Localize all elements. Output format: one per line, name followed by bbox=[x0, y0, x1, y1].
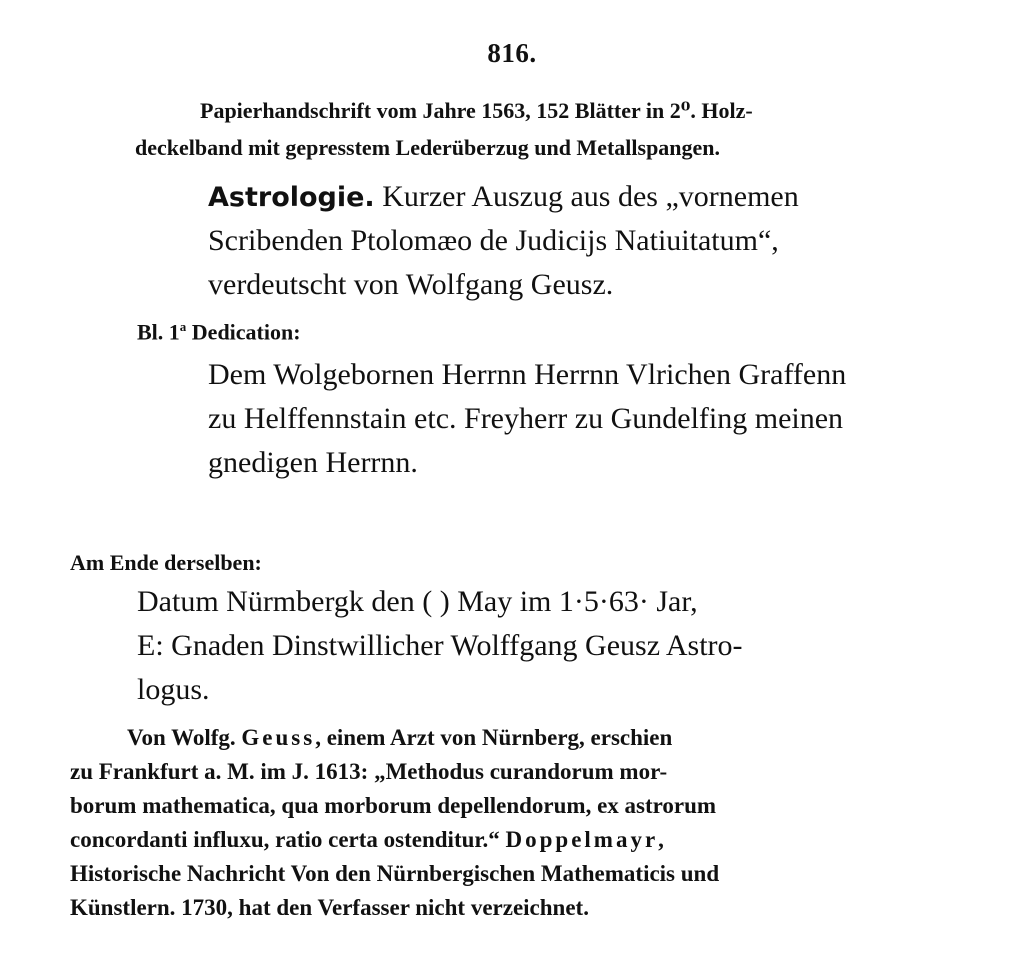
note-line-1 bbox=[127, 725, 672, 751]
description-line-1: Papierhandschrift vom Jahre 1563, 152 Blätter in 2⁰. Holz- bbox=[200, 98, 753, 123]
dedication-label bbox=[137, 319, 301, 345]
ending-line-1: Datum Nürmbergk den ( ) May im 1·5·63· Jar, bbox=[137, 585, 698, 618]
title-line-2: Scribenden Ptolomæo de Judicijs Natiuitatum“, bbox=[208, 224, 779, 257]
note-line-3: borum mathematica, qua morborum depellendorum, ex astrorum bbox=[70, 793, 717, 818]
dedication-line-2: zu Helffennstain etc. Freyherr zu Gundelfing meinen bbox=[208, 402, 844, 435]
ending-line-2: E: Gnaden Dinstwillicher Wolffgang Geusz Astro- bbox=[137, 629, 743, 662]
note-line-1-a: Von Wolfg. bbox=[127, 725, 242, 750]
ending-line-3: logus. bbox=[137, 673, 210, 706]
title-line-1 bbox=[208, 180, 799, 214]
note-line-1-b: , einem Arzt von Nürnberg, erschien bbox=[315, 725, 673, 750]
ending-label: Am Ende derselben: bbox=[70, 550, 262, 575]
title-line-1-text: Kurzer Auszug aus des „vornemen bbox=[382, 180, 799, 213]
note-author-name: Geuss bbox=[241, 725, 316, 750]
dedication-line-1: Dem Wolgebornen Herrnn Herrnn Vlrichen Graffenn bbox=[208, 358, 847, 391]
note-cited-author: Doppelmayr bbox=[505, 827, 659, 852]
title-line-3: verdeutscht von Wolfgang Geusz. bbox=[208, 268, 614, 301]
dedication-label-sup: a bbox=[179, 319, 187, 334]
dedication-label-suffix: Dedication: bbox=[186, 319, 301, 345]
note-line-4-b: , bbox=[658, 827, 664, 852]
description-line-2: deckelband mit gepresstem Lederüberzug und Metallspangen. bbox=[135, 135, 721, 160]
note-line-4 bbox=[70, 827, 664, 853]
note-line-5: Historische Nachricht Von den Nürnbergischen Mathematicis und bbox=[70, 861, 720, 886]
page-number: 816. bbox=[487, 38, 537, 68]
note-line-2: zu Frankfurt a. M. im J. 1613: „Methodus curandorum mor- bbox=[70, 759, 668, 784]
dedication-line-3: gnedigen Herrnn. bbox=[208, 446, 418, 479]
note-line-4-a: concordanti influxu, ratio certa ostenditur.“ bbox=[70, 827, 506, 852]
note-line-6: Künstlern. 1730, hat den Verfasser nicht verzeichnet. bbox=[70, 895, 589, 920]
dedication-label-prefix: Bl. 1 bbox=[137, 319, 180, 345]
subject-keyword: Astrologie. bbox=[208, 182, 375, 213]
